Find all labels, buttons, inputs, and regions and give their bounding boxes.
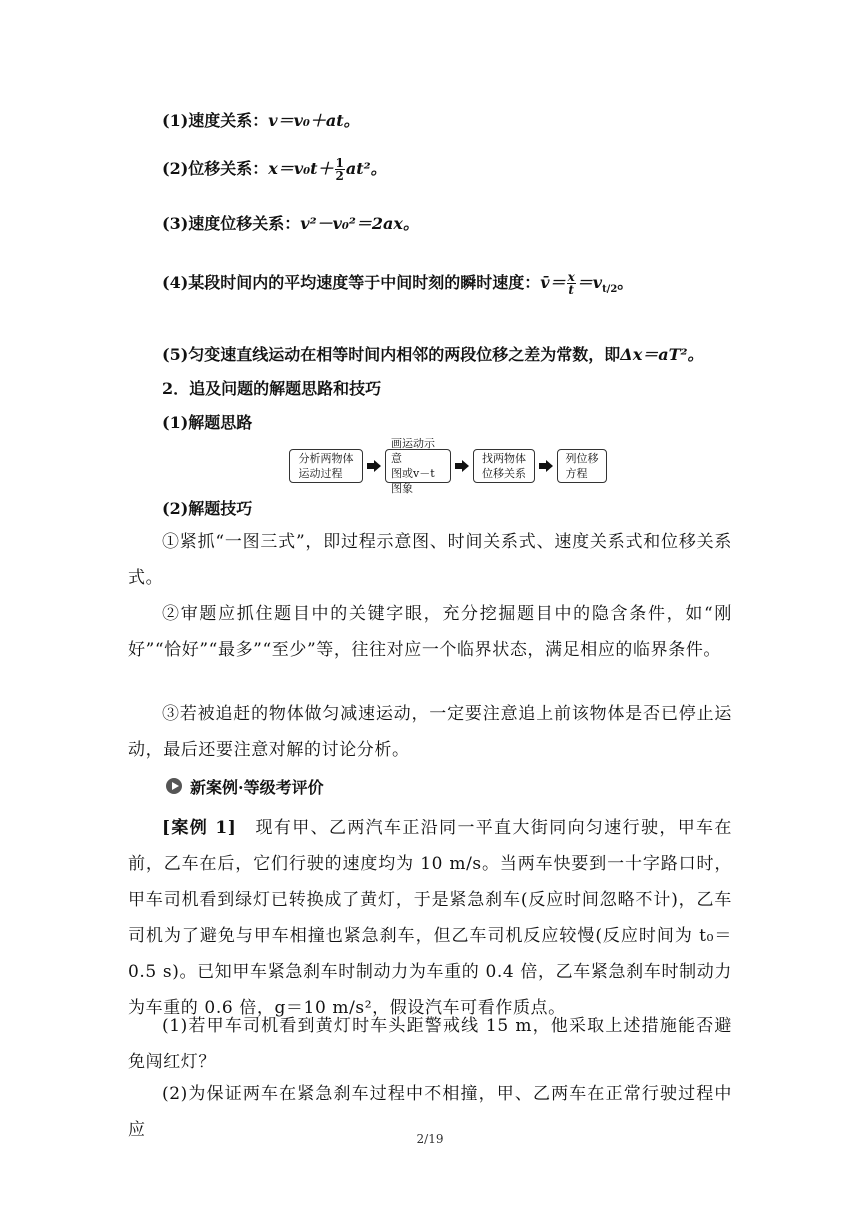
flow-step: 画运动示意 图或v－t图象 — [385, 449, 451, 483]
arrow-right-icon — [367, 460, 381, 472]
section-header — [166, 774, 324, 798]
flow-step: 分析两物体 运动过程 — [289, 449, 363, 483]
subsection-title: (2)解题技巧 — [162, 499, 253, 518]
case-text: 现有甲、乙两汽车正沿同一平直大街同向匀速行驶，甲车在前，乙车在后，它们行驶的速度均为 10 m/s。当两车快要到一十字路口时，甲车司机看到绿灯已转换成了黄灯，于是紧急刹车(反应时间忽略不计)，乙车司机为了避免与甲车相撞也紧急刹车，但乙车司机反应较慢(反应时间为 t₀＝0.5 s)。已知甲车紧急刹车时制动力为车重的 0.4 倍，乙车紧急刹车时制动力为车重的 0.6 倍，g＝10 m/s²，假设汽车可看作质点。 — [128, 818, 732, 1018]
fraction-numerator: x — [567, 270, 575, 284]
formula-label: (4)某段时间内的平均速度等于中间时刻的瞬时速度： — [162, 273, 541, 292]
arrow-right-icon — [539, 460, 553, 472]
formula-expr: Δx＝aT²。 — [620, 345, 704, 364]
question-paragraph: (2)为保证两车在紧急刹车过程中不相撞，甲、乙两车在正常行驶过程中应 — [128, 1084, 732, 1140]
subsection-title: (1)解题思路 — [162, 413, 253, 432]
section-header-title: 新案例·等级考评价 — [190, 777, 324, 797]
formula-expr: v²－v₀²＝2ax。 — [300, 214, 419, 233]
formula-velocity — [162, 109, 360, 133]
formula-label: (1)速度关系： — [162, 111, 269, 130]
formula-expr: x＝v₀t＋ — [268, 159, 334, 178]
fraction — [335, 157, 345, 182]
question-paragraph: (1)若甲车司机看到黄灯时车头距警戒线 15 m，他采取上述措施能否避免闯红灯？ — [128, 1016, 732, 1072]
play-circle-icon — [166, 778, 182, 794]
case-paragraph — [128, 810, 732, 1026]
formula-expr: ＝v — [576, 273, 603, 292]
flowchart — [289, 437, 607, 495]
formula-expr: 。 — [617, 273, 634, 292]
flow-step: 列位移 方程 — [557, 449, 607, 483]
formula-expr: v̄＝ — [540, 273, 566, 292]
arrow-right-icon — [455, 460, 469, 472]
tip-paragraph: ①紧抓“一图三式”，即过程示意图、时间关系式、速度关系式和位移关系式。 — [128, 532, 732, 588]
fraction — [567, 271, 576, 296]
formula-expr: v＝v₀＋at。 — [268, 111, 360, 130]
fraction-denominator: 2 — [335, 169, 344, 183]
page-number: 2/19 — [416, 1132, 444, 1146]
formula-expr: at²。 — [345, 159, 387, 178]
formula-label: (2)位移关系： — [162, 159, 269, 178]
section-title: 2．追及问题的解题思路和技巧 — [162, 379, 382, 398]
formula-label: (5)匀变速直线运动在相等时间内相邻的两段位移之差为常数，即 — [162, 345, 621, 364]
formula-label: (3)速度位移关系： — [162, 214, 301, 233]
tip-paragraph: ②审题应抓住题目中的关键字眼，充分挖掘题目中的隐含条件，如“刚好”“恰好”“最多”“至少”等，往往对应一个临界状态，满足相应的临界条件。 — [128, 604, 732, 660]
case-tag: [案例 1] — [162, 818, 237, 838]
fraction-denominator: t — [568, 283, 574, 297]
formula-average-velocity — [162, 271, 633, 302]
subscript: t/2 — [602, 284, 618, 296]
flow-step: 找两物体 位移关系 — [473, 449, 535, 483]
fraction-numerator: 1 — [335, 156, 344, 170]
formula-velocity-displacement — [162, 212, 419, 236]
tip-paragraph: ③若被追赶的物体做匀减速运动，一定要注意追上前该物体是否已停止运动，最后还要注意对解的讨论分析。 — [128, 704, 732, 760]
formula-displacement — [162, 157, 387, 182]
formula-delta-x — [162, 343, 704, 367]
